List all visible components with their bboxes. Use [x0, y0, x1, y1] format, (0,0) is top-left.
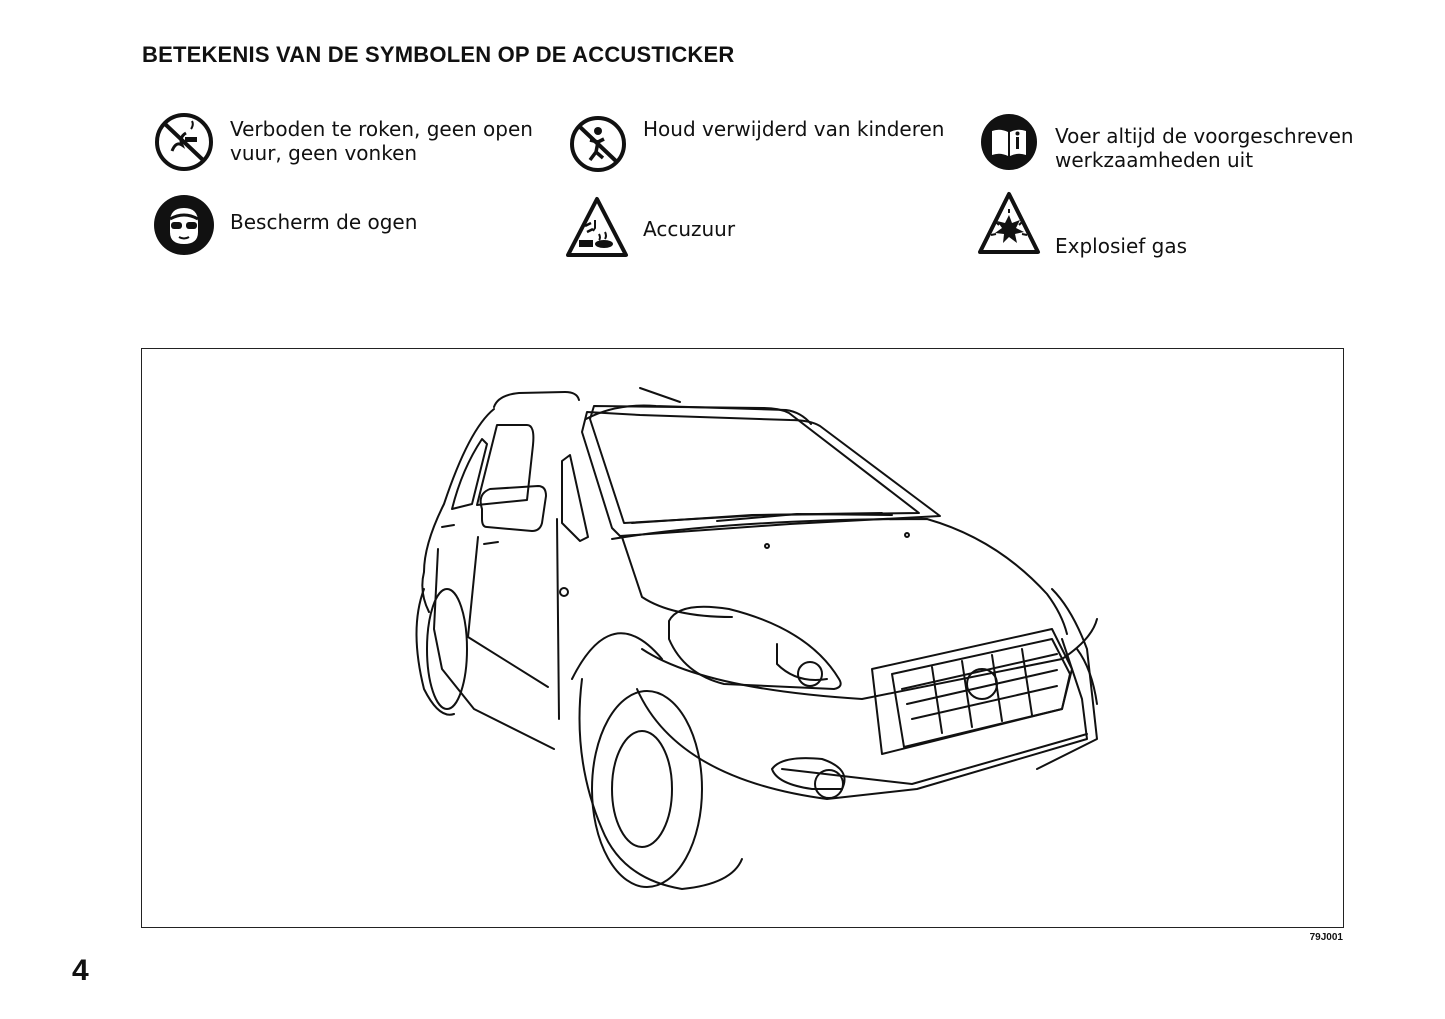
explosive-gas-icon	[977, 191, 1041, 255]
eye-protection-icon	[153, 194, 215, 256]
no-smoking-icon	[155, 113, 213, 171]
symbol-label-eye-protection: Bescherm de ogen	[230, 210, 418, 234]
symbol-label-keep-away-children: Houd verwijderd van kinderen	[643, 117, 945, 141]
symbol-label-no-smoking: Verboden te roken, geen open vuur, geen vonken	[230, 117, 533, 165]
page-heading: BETEKENIS VAN DE SYMBOLEN OP DE ACCUSTICKER	[142, 42, 735, 67]
vehicle-illustration-frame	[141, 348, 1344, 928]
read-instructions-icon	[980, 113, 1038, 171]
car-line-drawing	[142, 349, 1345, 929]
page-number: 4	[72, 954, 89, 987]
symbol-label-explosive-gas: Explosief gas	[1055, 234, 1188, 258]
symbol-label-battery-acid: Accuzuur	[643, 217, 736, 241]
figure-code: 79J001	[1309, 932, 1343, 943]
keep-away-children-icon	[570, 116, 626, 172]
symbol-label-read-instructions: Voer altijd de voorgeschreven werkzaamheden uit	[1055, 124, 1354, 172]
battery-acid-icon	[565, 196, 629, 258]
